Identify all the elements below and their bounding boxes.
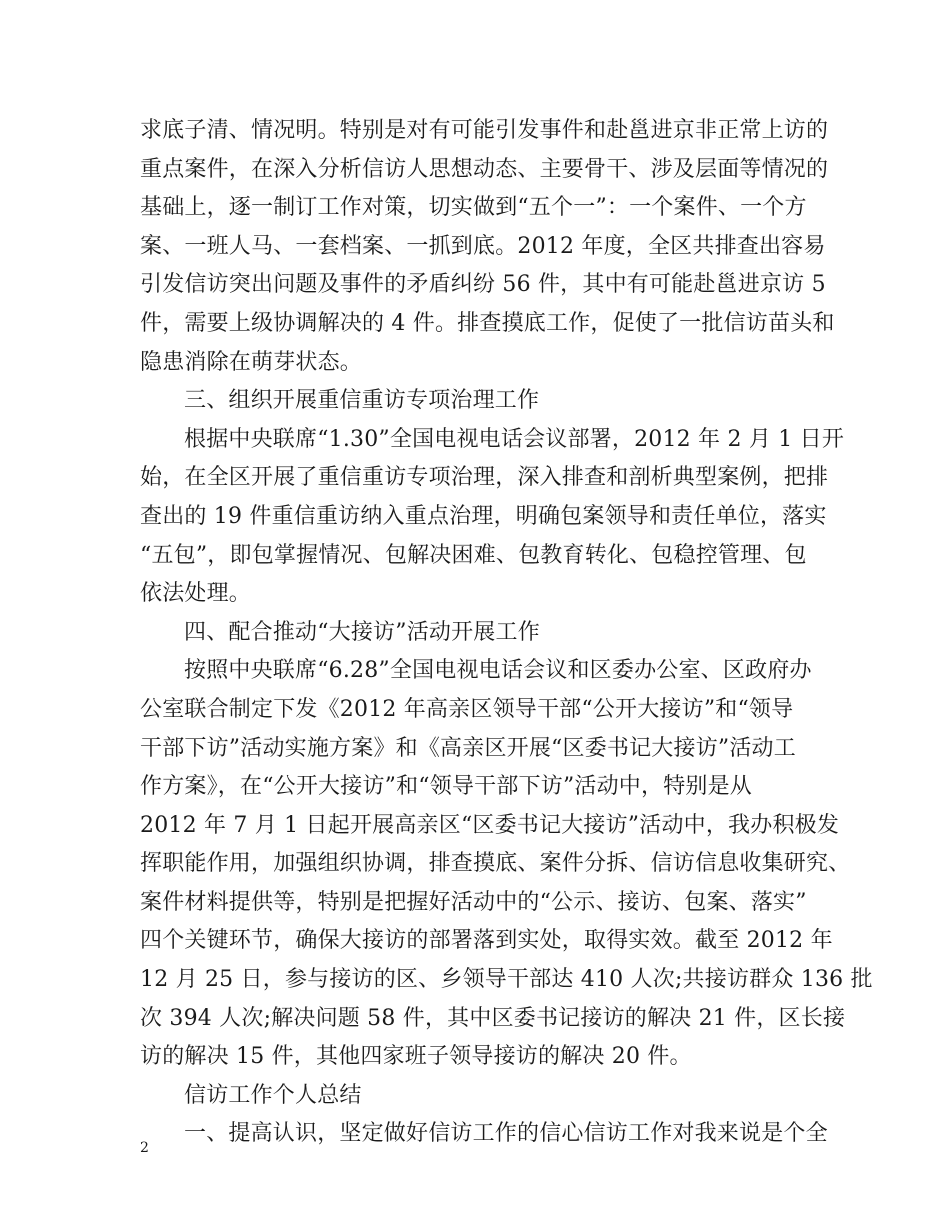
section-heading: 四、配合推动“大接访”活动开展工作 — [184, 619, 540, 645]
text-line: 查出的 19 件重信重访纳入重点治理，明确包案领导和责任单位，落实 — [140, 503, 827, 529]
text-line: 基础上，逐一制订工作对策，切实做到“五个一”：一个案件、一个方 — [140, 195, 807, 221]
section-heading: 信访工作个人总结 — [184, 1082, 362, 1108]
text-line: 作方案》，在“公开大接访”和“领导干部下访”活动中，特别是从 — [140, 774, 752, 800]
text-line: 件，需要上级协调解决的 4 件。排查摸底工作，促使了一批信访苗头和 — [140, 310, 835, 336]
text-line: 挥职能作用，加强组织协调，排查摸底、案件分拆、信访信息收集研究、 — [140, 851, 851, 877]
text-line: 一、提高认识，坚定做好信访工作的信心信访工作对我来说是个全 — [184, 1121, 828, 1147]
text-line: 根据中央联席“1.30”全国电视电话会议部署，2012 年 2 月 1 日开 — [184, 426, 845, 452]
text-line: 次 394 人次;解决问题 58 件，其中区委书记接访的解决 21 件，区长接 — [140, 1005, 846, 1031]
text-line: 始，在全区开展了重信重访专项治理，深入排查和剖析典型案例，把排 — [140, 465, 829, 491]
text-line: 四个关键环节，确保大接访的部署落到实处，取得实效。截至 2012 年 — [140, 928, 833, 954]
text-line: 重点案件，在深入分析信访人思想动态、主要骨干、涉及层面等情况的 — [140, 156, 829, 182]
text-line: 干部下访”活动实施方案》和《高亲区开展“区委书记大接访”活动工 — [140, 735, 796, 761]
document-body — [140, 112, 873, 1154]
text-line: 12 月 25 日，参与接访的区、乡领导干部达 410 人次;共接访群众 136 批 — [140, 967, 873, 993]
text-line: 公室联合制定下发《2012 年高亲区领导干部“公开大接访”和“领导 — [140, 696, 794, 722]
text-line: 按照中央联席“6.28”全国电视电话会议和区委办公室、区政府办 — [184, 658, 812, 684]
section-heading: 三、组织开展重信重访专项治理工作 — [184, 388, 540, 414]
text-line: 案件材料提供等，特别是把握好活动中的“公示、接访、包案、落实” — [140, 889, 807, 915]
text-line: 引发信访突出问题及事件的矛盾纠纷 56 件，其中有可能赴邕进京访 5 — [140, 272, 826, 298]
text-line: 求底子清、情况明。特别是对有可能引发事件和赴邕进京非正常上访的 — [140, 118, 829, 143]
text-line: 依法处理。 — [140, 581, 252, 607]
text-line: “五包”，即包掌握情况、包解决困难、包教育转化、包稳控管理、包 — [140, 542, 807, 568]
text-line: 2012 年 7 月 1 日起开展高亲区“区委书记大接访”活动中，我办积极发 — [140, 812, 840, 838]
text-line: 隐患消除在萌芽状态。 — [140, 349, 363, 375]
text-line: 访的解决 15 件，其他四家班子领导接访的解决 20 件。 — [140, 1044, 692, 1070]
text-line: 案、一班人马、一套档案、一抓到底。2012 年度，全区共排查出容易 — [140, 233, 826, 259]
page-number: 2 — [140, 1140, 149, 1156]
